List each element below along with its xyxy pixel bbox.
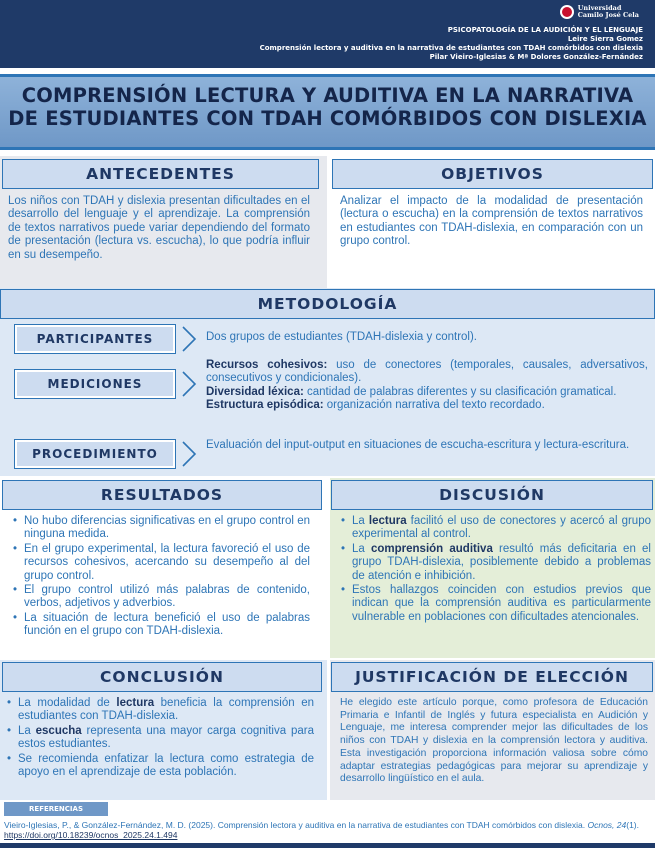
antecedentes-text: Los niños con TDAH y dislexia presentan dificultades en el desarrollo del lenguaje y el aprendizaje. La comprensión de textos narrativos puede variar dependiendo del formato de presentación (lectura vs. escucha), lo que podría influir en su desempeño. <box>8 195 310 261</box>
antecedentes-heading: ANTECEDENTES <box>2 159 319 189</box>
university-seal-icon <box>560 5 574 19</box>
resultado-item: • El grupo control utilizó más palabras de contenido, verbos, adjetivos y adverbios. <box>13 584 310 610</box>
resultados-list <box>10 515 310 640</box>
conclusion-heading: CONCLUSIÓN <box>2 662 322 692</box>
medicion-diversidad-lexica: Diversidad léxica: cantidad de palabras diferentes y su clasificación gramatical. <box>206 385 617 398</box>
medicion-estructura-episodica: Estructura episódica: organización narrativa del texto recordado. <box>206 399 545 412</box>
conclusion-item: • La modalidad de lectura beneficia la comprensión en estudiantes con TDAH-dislexia. <box>7 697 314 723</box>
header-bar <box>0 0 655 68</box>
conclusion-item: • Se recomienda enfatizar la lectura como estrategia de apoyo en el aprendizaje de esta población. <box>7 752 314 779</box>
chevron-right-icon <box>180 440 198 468</box>
article-authors: Pilar Vieiro-Iglesias & Mª Dolores González-Fernández <box>429 53 643 61</box>
mediciones-text <box>206 359 648 413</box>
participantes-text: Dos grupos de estudiantes (TDAH-dislexia y control). <box>206 331 478 343</box>
resultados-heading: RESULTADOS <box>2 480 322 510</box>
mediciones-label: MEDICIONES <box>14 369 176 399</box>
referencias-heading: REFERENCIAS <box>4 802 108 816</box>
justificacion-text: He elegido este artículo porque, como profesora de Educación Primaria e Infantil de Inglés y futura especialista en Audición y Lenguaje, me interesa comprender mejor las dificultades de los niños con TDAH y dislexia en la comprensión lectora y auditiva. Esta investigación proporciona información valiosa sobre cómo adaptar estrategias pedagógicas para mejorar su aprendizaje y desarrollo lingüístico en el aula. <box>340 697 648 785</box>
resultado-item: • En el grupo experimental, la lectura favoreció el uso de recursos cohesivos, acercando su desempeño al del grupo control. <box>13 542 310 582</box>
discusion-heading: DISCUSIÓN <box>331 480 653 510</box>
chevron-right-icon <box>180 325 198 353</box>
procedimiento-text: Evaluación del input-output en situaciones de escucha-escritura y lectura-escritura. <box>206 439 630 451</box>
justificacion-heading: JUSTIFICACIÓN DE ELECCIÓN <box>331 662 653 692</box>
title-line-2: DE ESTUDIANTES CON TDAH COMÓRBIDOS CON DISLEXIA <box>8 107 647 130</box>
article-title: Comprensión lectora y auditiva en la narrativa de estudiantes con TDAH comórbidos con dislexia <box>259 44 643 52</box>
poster-title <box>0 74 655 150</box>
header-info <box>260 26 643 62</box>
objetivos-text: Analizar el impacto de la modalidad de presentación (lectura o escucha) en la comprensión de textos narrativos en estudiantes con TDAH-dislexia, en comparación con un grupo control. <box>340 195 643 248</box>
resultado-item: • No hubo diferencias significativas en el grupo control en ninguna medida. <box>13 515 310 541</box>
footer-bar <box>0 843 655 848</box>
course-name: PSICOPATOLOGÍA DE LA AUDICIÓN Y EL LENGUAJE <box>447 26 643 34</box>
title-line-1: COMPRENSIÓN LECTURA Y AUDITIVA EN LA NARRATIVA <box>21 84 634 107</box>
discusion-item: • La lectura facilitó el uso de conectores y acercó al grupo experimental al control. <box>341 515 651 541</box>
metodologia-heading: METODOLOGÍA <box>0 289 655 319</box>
procedimiento-label: PROCEDIMIENTO <box>14 439 176 469</box>
conclusion-list <box>4 697 314 780</box>
conclusion-item: • La escucha representa una mayor carga cognitiva para estos estudiantes. <box>7 724 314 751</box>
logo-line-1: Universidad <box>577 4 622 12</box>
discusion-item: • Estos hallazgos coinciden con estudios previos que indican que la comprensión auditiva es particularmente vulnerable en poblaciones con dificultades atencionales. <box>341 584 651 623</box>
university-logo <box>560 5 639 19</box>
discusion-list <box>338 515 651 625</box>
objetivos-heading: OBJETIVOS <box>332 159 653 189</box>
medicion-recursos-cohesivos: Recursos cohesivos: uso de conectores (temporales, causales, adversativos, consecutivos y condicionales). <box>206 359 649 385</box>
resultado-item: • La situación de lectura benefició el uso de palabras función en el grupo con TDAH-dislexia. <box>13 611 310 638</box>
discusion-item: • La comprensión auditiva resultó más deficitaria en el grupo TDAH-dislexia, posiblemente debido a problemas de atención e inhibición. <box>341 542 651 582</box>
reference-citation: Vieiro-Iglesias, P., & González-Fernández, M. D. (2025). Comprensión lectora y auditiva en la narrativa de estudiantes con TDAH comórbidos con dislexia. Ocnos, 24(1). https://doi.org/10.18239/ocnos_2025.24.1.494 <box>4 820 639 840</box>
student-name: Leire Sierra Gomez <box>567 35 643 43</box>
participantes-label: PARTICIPANTES <box>14 324 176 354</box>
chevron-right-icon <box>180 370 198 398</box>
doi-link[interactable]: https://doi.org/10.18239/ocnos_2025.24.1.494 <box>4 830 178 840</box>
logo-line-2: Camilo José Cela <box>577 11 639 19</box>
